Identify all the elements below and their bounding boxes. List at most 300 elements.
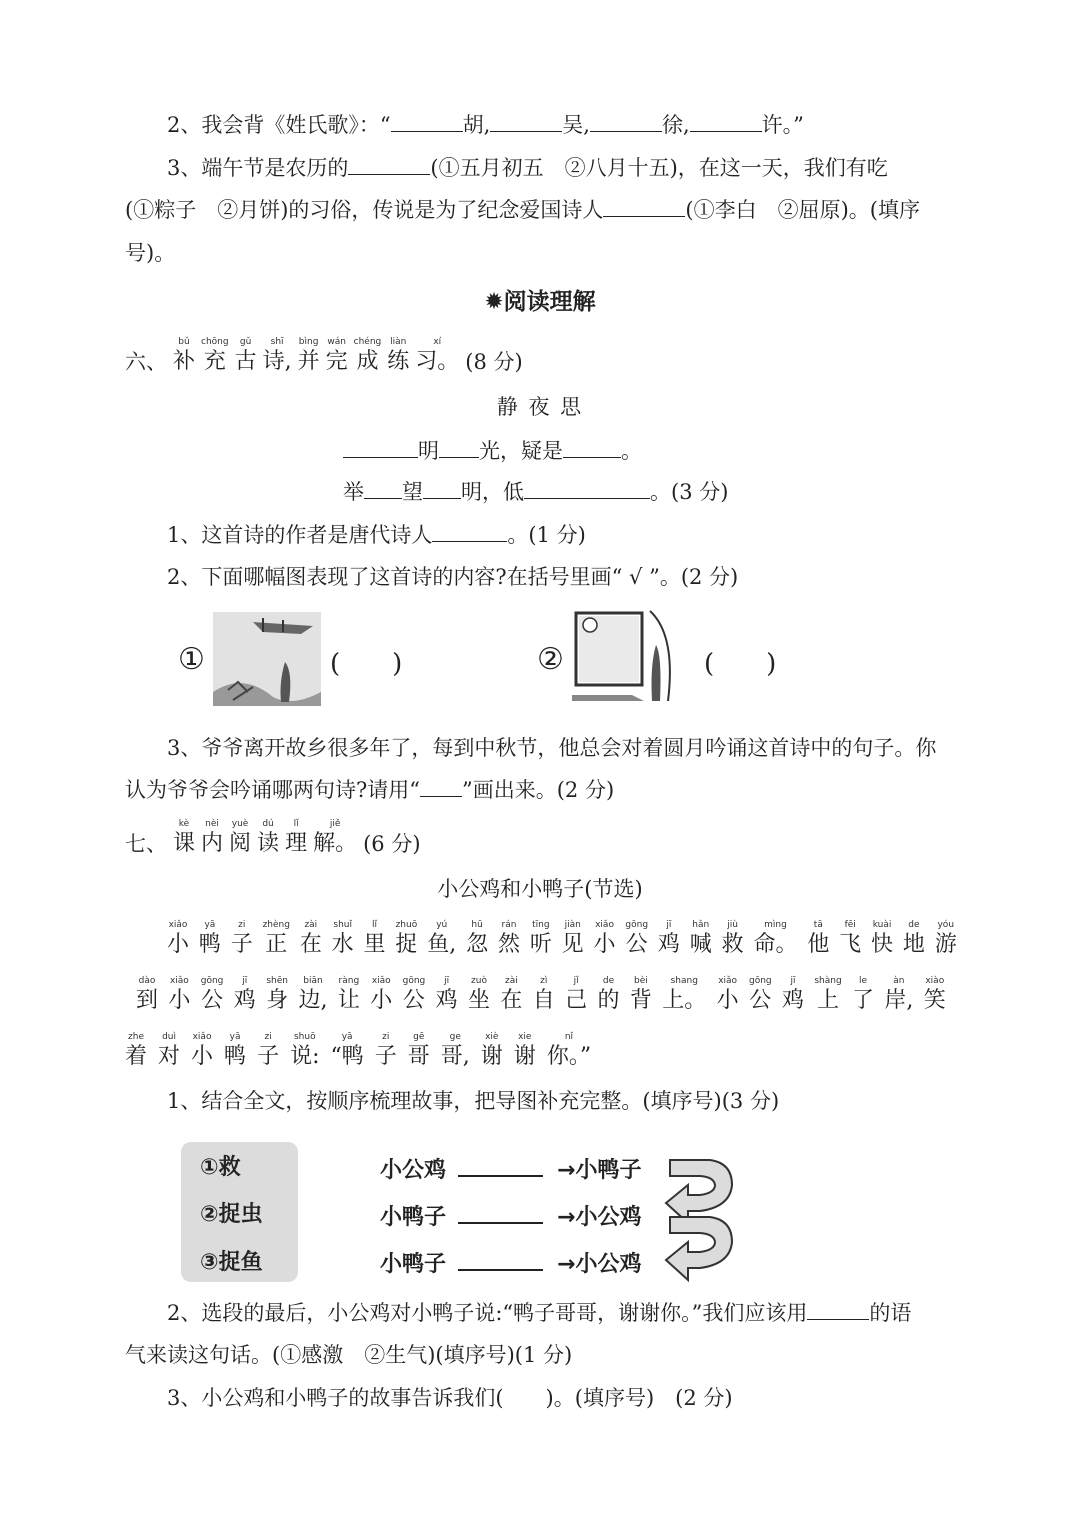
pinyin: gōng <box>200 976 224 986</box>
hanzi: 笑 <box>923 988 946 1013</box>
pic-2-label: ② <box>537 642 564 677</box>
pinyin: le <box>859 976 868 986</box>
hanzi: 成 <box>356 349 379 374</box>
poem-text: 明，低 <box>461 480 524 504</box>
hanzi: 课 <box>173 831 196 856</box>
hanzi: 游 <box>934 932 957 957</box>
hanzi: 鸡 <box>435 988 458 1013</box>
pinyin: jǐ <box>573 976 579 986</box>
ruby-char <box>313 819 357 858</box>
hanzi: 忽 <box>466 932 489 957</box>
hanzi: 哥 <box>407 1044 430 1069</box>
hanzi: 喊 <box>689 932 712 957</box>
hanzi: 边, <box>298 988 328 1013</box>
ruby-char <box>466 920 488 959</box>
picture-1-boat-illustration <box>213 612 321 706</box>
pinyin: jiě <box>329 819 341 829</box>
hanzi: 小 <box>370 988 393 1013</box>
hanzi: 小 <box>716 988 739 1013</box>
ruby-char <box>266 976 288 1015</box>
pinyin: xiè <box>485 1032 499 1042</box>
poem-line-2 <box>343 477 728 507</box>
pinyin: lǐ <box>293 819 299 829</box>
q3-text: (①李白 ②屈原)。(填序 <box>685 198 920 222</box>
hanzi: 公 <box>201 988 224 1013</box>
hanzi: 见 <box>561 932 584 957</box>
ruby-char <box>436 976 458 1015</box>
ruby-char <box>285 819 307 858</box>
ruby-char <box>234 976 256 1015</box>
pinyin: zài <box>304 920 318 930</box>
pinyin: de <box>602 976 615 986</box>
ruby-char <box>935 920 957 959</box>
ruby-char <box>717 976 739 1015</box>
hanzi: 在 <box>500 988 523 1013</box>
hanzi: 水 <box>331 932 354 957</box>
plain-text <box>125 337 167 376</box>
ruby-char <box>690 920 712 959</box>
pinyin: zì <box>540 976 548 986</box>
ruby-char <box>498 920 520 959</box>
q3-text: 3、端午节是农历的 <box>167 156 349 180</box>
q3-text: (①粽子 ②月饼)的习俗，传说是为了纪念爱国诗人 <box>125 198 604 222</box>
hanzi: 小 <box>168 988 191 1013</box>
seven-q2-line-1 <box>167 1298 911 1328</box>
ruby-char <box>852 976 874 1015</box>
hanzi: 鸭 <box>224 1044 247 1069</box>
seven-q1: 1、结合全文，按顺序梳理故事，把导图补充完整。(填序号)(3 分) <box>167 1089 780 1113</box>
ruby-char <box>173 337 195 376</box>
option-1: ①救 <box>200 1155 241 1180</box>
hanzi: 到 <box>136 988 159 1013</box>
six-q3-line-1: 3、爷爷离开故乡很多年了，每到中秋节，他总会对着圆月吟诵这首诗中的句子。你 <box>167 736 937 760</box>
pic-1-label: ① <box>178 642 205 677</box>
q3-line-1 <box>167 153 888 183</box>
hanzi: 在 <box>299 932 322 957</box>
hanzi: 补 <box>173 349 196 374</box>
ruby-char <box>199 920 221 959</box>
hanzi: 七、 <box>125 832 167 856</box>
seven-q3[interactable]: 3、小公鸡和小鸭子的故事告诉我们( )。(填序号) (2 分) <box>167 1386 733 1410</box>
hanzi: 并 <box>297 349 320 374</box>
ruby-char <box>298 337 320 376</box>
ruby-char <box>201 976 224 1015</box>
ruby-char <box>364 920 386 959</box>
poem-line-1 <box>343 436 642 466</box>
ruby-char <box>332 920 354 959</box>
pinyin: dú <box>262 819 274 829</box>
hanzi: 练 <box>387 349 410 374</box>
hanzi: 鱼, <box>427 932 457 957</box>
hanzi: 正 <box>265 932 288 957</box>
answer-blank[interactable] <box>458 1247 543 1271</box>
hanzi: 谢 <box>513 1044 536 1069</box>
answer-blank[interactable] <box>348 154 430 175</box>
answer-blank[interactable] <box>490 111 562 132</box>
ruby-char <box>533 976 555 1015</box>
ruby-char <box>158 1032 180 1071</box>
row-right: →小公鸡 <box>557 1252 642 1277</box>
row-right: →小鸭子 <box>557 1158 642 1183</box>
ruby-char <box>625 920 648 959</box>
pinyin: jiàn <box>564 920 581 930</box>
hanzi: 让 <box>337 988 360 1013</box>
ruby-char <box>263 337 292 376</box>
pinyin: gǔ <box>239 337 252 347</box>
pinyin: biān <box>303 976 323 986</box>
answer-blank[interactable] <box>524 478 650 499</box>
hanzi: (6 分) <box>363 832 421 856</box>
q-text: 2、选段的最后，小公鸡对小鸭子说:“鸭子哥哥，谢谢你。”我们应该用 <box>167 1301 808 1325</box>
q-text: 。(1 分) <box>507 523 586 547</box>
answer-paren-2[interactable]: ( ) <box>704 649 777 679</box>
ruby-char <box>257 819 279 858</box>
ruby-char <box>884 976 913 1015</box>
hanzi: 鸭 <box>198 932 221 957</box>
pinyin: xie <box>518 1032 532 1042</box>
pinyin: ràng <box>338 976 360 986</box>
pinyin <box>363 819 420 830</box>
hanzi: 充 <box>203 349 226 374</box>
pinyin: wán <box>327 337 346 347</box>
ruby-char <box>370 976 392 1015</box>
pinyin: duì <box>162 1032 176 1042</box>
hanzi: 内 <box>201 831 224 856</box>
pinyin: shàng <box>814 976 842 986</box>
ruby-char <box>903 920 925 959</box>
hanzi: 上。 <box>662 988 707 1013</box>
pinyin: hǎn <box>692 920 710 930</box>
ruby-char <box>300 920 322 959</box>
hanzi: 飞 <box>839 932 862 957</box>
ruby-char <box>224 1032 246 1071</box>
ruby-char <box>191 1032 213 1071</box>
ruby-char <box>167 920 189 959</box>
ruby-char <box>173 819 195 858</box>
ruby-char <box>338 976 360 1015</box>
pinyin: fēi <box>844 920 856 930</box>
ruby-char <box>375 1032 397 1071</box>
ruby-char <box>299 976 328 1015</box>
answer-blank[interactable] <box>458 1153 543 1177</box>
pinyin: hū <box>471 920 483 930</box>
hanzi: 地 <box>902 932 925 957</box>
hanzi: “鸭 <box>330 1044 364 1069</box>
ruby-char <box>807 920 829 959</box>
pinyin: chéng <box>353 337 382 347</box>
hanzi: 着 <box>125 1044 148 1069</box>
pinyin: zhèng <box>262 920 290 930</box>
answer-blank[interactable] <box>590 111 662 132</box>
pinyin <box>125 337 167 348</box>
pinyin: jī <box>444 976 450 986</box>
ruby-char <box>168 976 190 1015</box>
hanzi: 谢 <box>480 1044 503 1069</box>
poem-text: 。(3 分) <box>650 480 729 504</box>
pinyin: àn <box>893 976 905 986</box>
hanzi: 小 <box>167 932 190 957</box>
pinyin <box>465 337 522 348</box>
six-q1 <box>167 520 586 550</box>
diagram-row-2 <box>380 1200 641 1231</box>
ruby-char <box>387 337 409 376</box>
passage-line-2 <box>136 976 946 1015</box>
hanzi: 快 <box>871 932 894 957</box>
underline-sample <box>420 776 462 797</box>
seven-q2-line-2: 气来读这句话。(①感激 ②生气)(填序号)(1 分) <box>125 1343 573 1367</box>
hanzi: 阅 <box>229 831 252 856</box>
pinyin: lǐ <box>372 920 378 930</box>
hanzi: 坐 <box>467 988 490 1013</box>
pinyin: bǔ <box>178 337 190 347</box>
row-left: 小鸭子 <box>380 1205 447 1230</box>
hanzi: 解。 <box>313 831 358 856</box>
ruby-char <box>395 920 417 959</box>
ruby-char <box>481 1032 503 1071</box>
answer-blank[interactable] <box>343 437 418 458</box>
hanzi: 小 <box>593 932 616 957</box>
poem-text: 光，疑是 <box>479 439 563 463</box>
q2-surname-line <box>167 110 804 140</box>
surname-text: 许。” <box>761 113 804 137</box>
ruby-char <box>136 976 158 1015</box>
q2-prefix: 2、我会背《姓氏歌》：“ <box>167 113 391 137</box>
pinyin: xiǎo <box>371 976 391 986</box>
six-heading <box>125 337 523 376</box>
pinyin: tā <box>813 920 823 930</box>
ruby-char <box>500 976 522 1015</box>
hanzi: 子 <box>230 932 253 957</box>
ruby-char <box>229 819 251 858</box>
ruby-char <box>839 920 861 959</box>
surname-text: 徐, <box>661 113 690 137</box>
pinyin: yóu <box>937 920 955 930</box>
ruby-char <box>530 920 552 959</box>
ruby-char <box>594 920 616 959</box>
passage-title: 小公鸡和小鸭子(节选) <box>437 877 643 901</box>
ruby-char <box>427 920 456 959</box>
pinyin: tīng <box>532 920 550 930</box>
q3-line-2 <box>125 195 920 225</box>
hanzi: 说: <box>290 1044 320 1069</box>
answer-blank[interactable] <box>690 111 762 132</box>
curved-arrows-icon <box>660 1155 740 1283</box>
pinyin: de <box>908 920 920 930</box>
pinyin: kè <box>178 819 190 829</box>
answer-blank[interactable] <box>458 1200 543 1224</box>
pinyin: ge <box>449 1032 461 1042</box>
answer-paren-1[interactable]: ( ) <box>330 649 403 679</box>
poem-text: 明 <box>418 439 439 463</box>
pinyin: xiǎo <box>595 920 614 930</box>
answer-blank[interactable] <box>391 111 463 132</box>
pinyin: jī <box>242 976 248 986</box>
section-title: ✹阅读理解 <box>484 289 596 315</box>
pinyin: shuǐ <box>333 920 352 930</box>
pinyin: dào <box>138 976 156 986</box>
ruby-char <box>924 976 946 1015</box>
pinyin: nǐ <box>564 1032 574 1042</box>
ruby-char <box>514 1032 536 1071</box>
option-3: ③捉鱼 <box>200 1250 263 1275</box>
pinyin: shēn <box>266 976 288 986</box>
ruby-char <box>658 920 680 959</box>
row-left: 小公鸡 <box>380 1158 447 1183</box>
q3-text: (①五月初五 ②八月十五)，在这一天，我们有吃 <box>430 156 888 180</box>
pinyin: zài <box>504 976 518 986</box>
hanzi: 鸡 <box>657 932 680 957</box>
ruby-char <box>782 976 804 1015</box>
pinyin: zhe <box>128 1032 144 1042</box>
plain-text <box>363 819 420 858</box>
hanzi: 读 <box>257 831 280 856</box>
plain-text <box>465 337 522 376</box>
ruby-char <box>722 920 744 959</box>
answer-blank[interactable] <box>563 437 621 458</box>
hanzi: 你。” <box>546 1044 592 1069</box>
ruby-char <box>753 920 797 959</box>
answer-blank[interactable] <box>423 478 461 499</box>
hanzi: 鸡 <box>233 988 256 1013</box>
pinyin: gōng <box>625 920 649 930</box>
pinyin: gē <box>413 1032 425 1042</box>
plain-text <box>125 819 167 858</box>
pinyin: yā <box>341 1032 353 1042</box>
six-q3-line-2 <box>125 775 614 805</box>
ruby-char <box>749 976 772 1015</box>
ruby-char <box>662 976 706 1015</box>
hanzi: 岸, <box>884 988 914 1013</box>
pinyin: shang <box>670 976 698 986</box>
six-q2: 2、下面哪幅图表现了这首诗的内容?在括号里画“ √ ”。(2 分) <box>167 565 739 589</box>
hanzi: 诗, <box>262 349 292 374</box>
answer-blank[interactable] <box>807 1299 869 1320</box>
picture-2-window-moon-illustration <box>572 605 684 705</box>
ruby-char <box>326 337 348 376</box>
pinyin: xiǎo <box>169 976 189 986</box>
ruby-char <box>547 1032 591 1071</box>
pinyin: liàn <box>390 337 407 347</box>
seven-heading <box>125 819 421 858</box>
pinyin: gōng <box>402 976 426 986</box>
pinyin: yā <box>204 920 216 930</box>
pinyin: yā <box>229 1032 241 1042</box>
pinyin: jī <box>790 976 796 986</box>
hanzi: 鸡 <box>781 988 804 1013</box>
hanzi: 听 <box>529 932 552 957</box>
answer-blank[interactable] <box>432 521 507 542</box>
passage-line-3 <box>125 1032 591 1071</box>
q-text: 认为爷爷会吟诵哪两句诗?请用“ <box>125 778 420 802</box>
pinyin: xí <box>433 337 442 347</box>
hanzi: 子 <box>374 1044 397 1069</box>
pinyin: mìng <box>764 920 787 930</box>
ruby-char <box>408 1032 430 1071</box>
hanzi: 理 <box>285 831 308 856</box>
pinyin: bèi <box>633 976 648 986</box>
q-text: 的语 <box>869 1301 912 1325</box>
hanzi: 子 <box>257 1044 280 1069</box>
answer-blank[interactable] <box>603 196 685 217</box>
pinyin <box>125 819 167 830</box>
pinyin: yú <box>436 920 448 930</box>
ruby-char <box>257 1032 279 1071</box>
poem-text: 举 <box>343 480 364 504</box>
pinyin: rán <box>501 920 517 930</box>
answer-blank[interactable] <box>364 478 402 499</box>
pinyin: xiǎo <box>168 920 188 930</box>
surname-text: 吴, <box>562 113 590 137</box>
q3-line-3 <box>125 238 175 268</box>
hanzi: 哥, <box>440 1044 470 1069</box>
surname-text: 胡, <box>462 113 491 137</box>
hanzi: 捉 <box>395 932 418 957</box>
pinyin: jī <box>666 920 672 930</box>
pinyin: zi <box>238 920 246 930</box>
ruby-char <box>125 1032 147 1071</box>
diagram-row-3 <box>380 1247 641 1278</box>
ruby-char <box>562 920 584 959</box>
hanzi: 然 <box>497 932 520 957</box>
hanzi: 身 <box>266 988 289 1013</box>
pinyin: yuè <box>231 819 249 829</box>
ruby-char <box>565 976 587 1015</box>
q-text: ”画出来。(2 分) <box>462 778 615 802</box>
ruby-char <box>403 976 426 1015</box>
ruby-char <box>415 337 459 376</box>
hanzi: 了 <box>852 988 875 1013</box>
ruby-char <box>597 976 619 1015</box>
pinyin: chōng <box>201 337 229 347</box>
option-2: ②捉虫 <box>200 1202 263 1227</box>
ruby-char <box>290 1032 319 1071</box>
ruby-char <box>630 976 652 1015</box>
poem-text: 望 <box>402 480 423 504</box>
ruby-char <box>201 337 229 376</box>
hanzi: 小 <box>191 1044 214 1069</box>
row-right: →小公鸡 <box>557 1205 642 1230</box>
poem-text: 。 <box>621 439 642 463</box>
hanzi: 对 <box>158 1044 181 1069</box>
hanzi: 背 <box>629 988 652 1013</box>
pinyin: shuō <box>293 1032 316 1042</box>
pinyin: jiù <box>727 920 738 930</box>
ruby-char <box>331 1032 364 1071</box>
pinyin: shī <box>270 337 284 347</box>
row-left: 小鸭子 <box>380 1252 447 1277</box>
ruby-char <box>441 1032 470 1071</box>
ruby-char <box>871 920 893 959</box>
passage-line-1 <box>167 920 957 959</box>
pinyin: xiào <box>925 976 945 986</box>
hanzi: 自 <box>532 988 555 1013</box>
hanzi: 完 <box>325 349 348 374</box>
hanzi: 的 <box>597 988 620 1013</box>
hanzi: 习。 <box>415 349 460 374</box>
pinyin: xiǎo <box>718 976 738 986</box>
pinyin: bìng <box>298 337 319 347</box>
hanzi: 救 <box>721 932 744 957</box>
ruby-char <box>814 976 841 1015</box>
hanzi: 古 <box>234 349 257 374</box>
hanzi: 公 <box>749 988 772 1013</box>
pinyin: gōng <box>748 976 772 986</box>
hanzi: 命。 <box>753 932 798 957</box>
pinyin: zi <box>264 1032 272 1042</box>
answer-blank[interactable] <box>439 437 479 458</box>
hanzi: 上 <box>817 988 840 1013</box>
hanzi: 公 <box>402 988 425 1013</box>
